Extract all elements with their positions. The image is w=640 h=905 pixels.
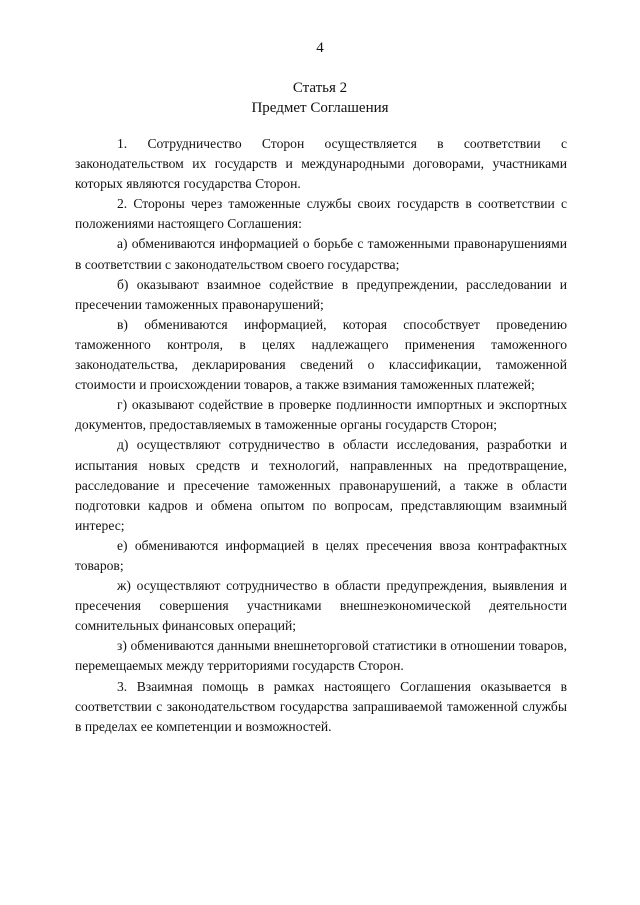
paragraph-3: 3. Взаимная помощь в рамках настоящего Соглашения оказывается в соответствии с законодательством государства запрашиваемой таможенной службы в пределах ее компетенции и возможностей.	[75, 678, 567, 734]
paragraph-2d: д) осуществляют сотрудничество в области исследования, разработки и испытания новых средств и технологий, направленных на предотвращение, расследование и пресечение таможенных правонарушений, а также в области подготовки кадров и обмена опытом по вопросам, представляющим взаимный интерес;	[75, 437, 567, 533]
paragraph-2e: е) обмениваются информацией в целях пресечения ввоза контрафактных товаров;	[75, 537, 567, 573]
article-subject: Предмет Соглашения	[251, 100, 389, 116]
paragraph-2z: з) обмениваются данными внешнеторговой статистики в отношении товаров, перемещаемых между территориями государств Сторон.	[75, 638, 567, 674]
paragraph-2: 2. Стороны через таможенные службы своих государств в соответствии с положениями настоящего Соглашения:	[75, 196, 567, 232]
page-number: 4	[316, 40, 324, 56]
article-body	[75, 134, 567, 737]
paragraph-2b: б) оказывают взаимное содействие в предупреждении, расследовании и пресечении таможенных правонарушений;	[75, 276, 567, 312]
paragraph-2zh: ж) осуществляют сотрудничество в области предупреждения, выявления и пресечения совершения участниками внешнеэкономической деятельности сомнительных финансовых операций;	[75, 578, 567, 634]
paragraph-2g: г) оказывают содействие в проверке подлинности импортных и экспортных документов, предоставляемых в таможенные органы государств Сторон;	[75, 397, 567, 433]
paragraph-2a: а) обмениваются информацией о борьбе с таможенными правонарушениями в соответствии с законодательством своего государства;	[75, 236, 567, 272]
article-title: Статья 2	[292, 80, 348, 96]
paragraph-1: 1. Сотрудничество Сторон осуществляется в соответствии с законодательством их государств и международными договорами, участниками которых являются государства Сторон.	[75, 136, 567, 192]
paragraph-2v: в) обмениваются информацией, которая способствует проведению таможенного контроля, в целях надлежащего применения таможенного законодательства, декларирования сведений о классификации, таможенной стоимости и происхождении товаров, а также взимания таможенных платежей;	[75, 316, 567, 393]
